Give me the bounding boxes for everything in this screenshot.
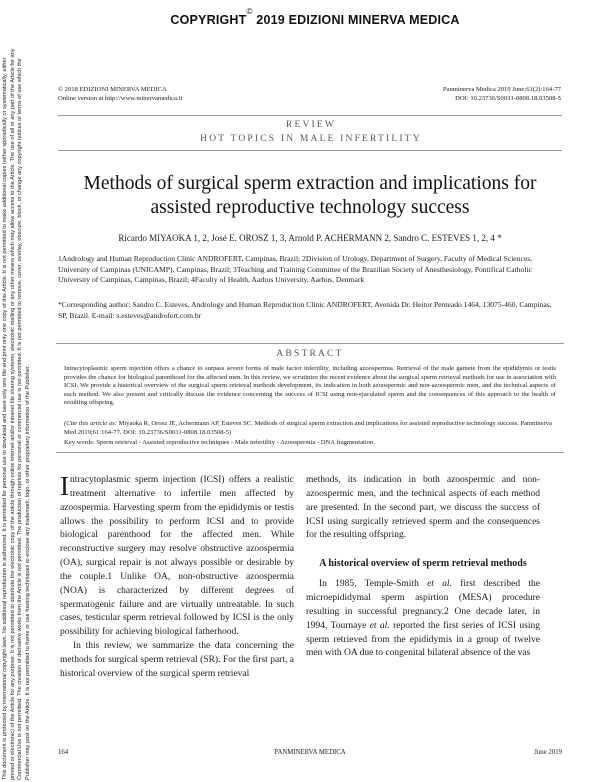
intro-paragraph xyxy=(60,471,294,640)
journal-citation: Panminerva Medica 2019 June;61(2):164-77 xyxy=(442,86,561,93)
section-heading: A historical overview of sperm retrieval methods xyxy=(319,558,527,570)
author-list: Ricardo MIYAOKA 1, 2, José E. OROSZ 1, 3, Arnold P. ACHERMANN 2, Sandro C. ESTEVES 1, 2, 4 * xyxy=(118,233,502,243)
online-version: Online version at http://www.minervamedica.it xyxy=(58,94,183,102)
section-divider xyxy=(58,150,562,151)
article-type: REVIEW xyxy=(285,120,337,130)
drop-cap: I xyxy=(60,471,69,501)
doi: DOI: 10.23736/S0031-0808.18.03508-5 xyxy=(455,94,561,102)
keywords-text: Sperm retrieval - Assisted reproductive techniques - Male infertility - Azoospermia - DNA fragmentation. xyxy=(96,439,375,446)
section-label: HOT TOPICS IN MALE INFERTILITY xyxy=(200,134,422,144)
publisher-copyright: © 2018 EDIZIONI MINERVA MEDICA xyxy=(58,86,167,93)
abstract-bottom-rule xyxy=(56,452,564,453)
abstract-text: Intracytoplasmic sperm injection offers a chance to surpass severe forms of male factor infertility, including azoospermia. Retrieval of the male gamete from the epididymis or testis provides the chance for biological parenthood for the affected men. In this review, we scrutinize the recent evidence about the surgical sperm retrieval methods for use in association with ICSI. We provide a historical overview of the surgical sperm retrieval methods development, its indication in both azoospermic and non-azoospermic men, and the technical aspects of each method. We also present and critically discuss the evidence concerning the success of ICSI using non-ejaculated sperm and the consequences of this approach to the health of resulting offspring. xyxy=(64,365,556,407)
copyright-notice-vertical: This document is protected by international copyright laws. No additional reproduction is authorized. It is permitted for personal use to download and save only one file and print only one copy of this Article. It is not permitted to make additional copies (either sporadically or systematically, either printed or electronic) of the Article for any purpose. It is not permitted to distribute the electronic copy of the article through online internet and/or intranet file sharing systems, electronic mailing or any other means which may allow access to the Article. The use of all or any part of the Article for any Commercial Use is not permitted. The creation of derivative works from the Article is not permitted. The production of reprints for personal or commercial use is not permitted. It is not permitted to remove, cover, overlay, obscure, block, or change any copyright notices or terms of use which the Publisher may post on the Article. It is not permitted to frame or use framing techniques to enclose any trademark, logo, or other proprietary information of the Publisher. xyxy=(2,48,31,780)
keywords xyxy=(64,439,556,448)
affiliations: 1Andrology and Human Reproduction Clinic ANDROFERT, Campinas, Brazil; 2Division of Urology, Department of Surgery, Faculty of Medical Sciences, University of Campinas (UNICAMP), Campinas, Brazil; 3Teaching and Training Committee of the Brazilian Society of Anesthesiology, Pontifical Catholic University of Campinas, Campinas, Brazil; 4Faculty of Health, Aarhus University, Aarhus, Denmark xyxy=(58,254,533,285)
intro-text: ntracytoplasmic sperm injection (ICSI) offers a realistic treatment alternative to infertile men affected by azoospermia. Harvesting sperm from the epididymis or testis allows the possibility to perform ICSI and to provide biological parenthood for the affected men. While reconstructive surgery may resolve obstructive azoospermia (OA), surgical repair is not always possible or desirable by the couple.1 Unlike OA, non-obstructive azoospermia (NOA) is characterized by different degrees of spermatogenic failure and are virtually untreatable. In such cases, testicular sperm retrieval followed by ICSI is the only possibility for achieving biological fatherhood. xyxy=(60,475,294,638)
abstract-heading: ABSTRACT xyxy=(276,349,344,359)
abstract-top-rule xyxy=(56,343,564,344)
copyright-banner xyxy=(150,7,480,28)
continuation-paragraph: methods, its indication in both azoospermic and non-azoospermic men, and the technical aspects of each method are presented. In the second part, we discuss the success of ICSI using surgically retrieved sperm and the consequences for the resulting offspring. xyxy=(306,475,540,541)
history-paragraph xyxy=(306,578,540,661)
history-text-b: first described the microepididymal sperm aspirtion (MESA) procedure resulting in successful pregnancy.2 One decade later, in 1994, Tournaye xyxy=(306,579,540,631)
header-right xyxy=(443,86,561,103)
keywords-label: Key words: xyxy=(64,439,95,446)
copyright-sidebar xyxy=(0,30,48,782)
history-text-c: reported the first series of ICSI using sperm retrieved from the epididymis in a group of twelve men with OA due to congenital bilateral absence of the vas xyxy=(306,620,540,659)
corresponding-author: *Corresponding author: Sandro C. Esteves, Andrology and Human Reproduction Clinic ANDROFERT, Avenida Dr. Heitor Penteado 1464, 13075-460, Campinas, SP, Brazil. E-mail: s.esteves@androfert.com.br xyxy=(58,300,552,320)
history-text-a: In 1985, Temple-Smith xyxy=(319,579,428,590)
page-number: 164 xyxy=(58,749,69,756)
citation-label: (Cite this article as: xyxy=(64,420,117,427)
header-left xyxy=(58,86,182,103)
copyright-publisher: 2019 EDIZIONI MINERVA MEDICA xyxy=(256,13,460,28)
body-column-left xyxy=(60,471,294,682)
citation-note xyxy=(64,420,556,437)
copyright-word: COPYRIGHT xyxy=(170,13,247,28)
et-al-2: et al. xyxy=(369,620,390,631)
citation-text: Miyaoka R, Orosz JE, Achermann AP, Esteves SC. Methods of surgical sperm extraction and implications for assisted reproductive technology success. Panminerva Med 2019;61:164-77. DOI: 10.23736/S0031-0808.18.03508-5) xyxy=(64,420,552,436)
et-al-1: et al. xyxy=(427,579,452,590)
body-column-right xyxy=(306,474,540,661)
footer-journal: PANMINERVA MEDICA xyxy=(274,749,346,756)
header-divider xyxy=(58,115,562,116)
abstract-box xyxy=(56,343,564,453)
copyright-symbol: © xyxy=(246,7,253,16)
footer-date: June 2019 xyxy=(534,749,562,756)
review-summary-paragraph: In this review, we summarize the data concerning the methods for surgical sperm retrieval (SR). For the first part, a historical overview of the surgical sperm retrieval xyxy=(60,641,294,679)
article-title: Methods of surgical sperm extraction and implications for assisted reproductive technology success xyxy=(83,173,537,218)
